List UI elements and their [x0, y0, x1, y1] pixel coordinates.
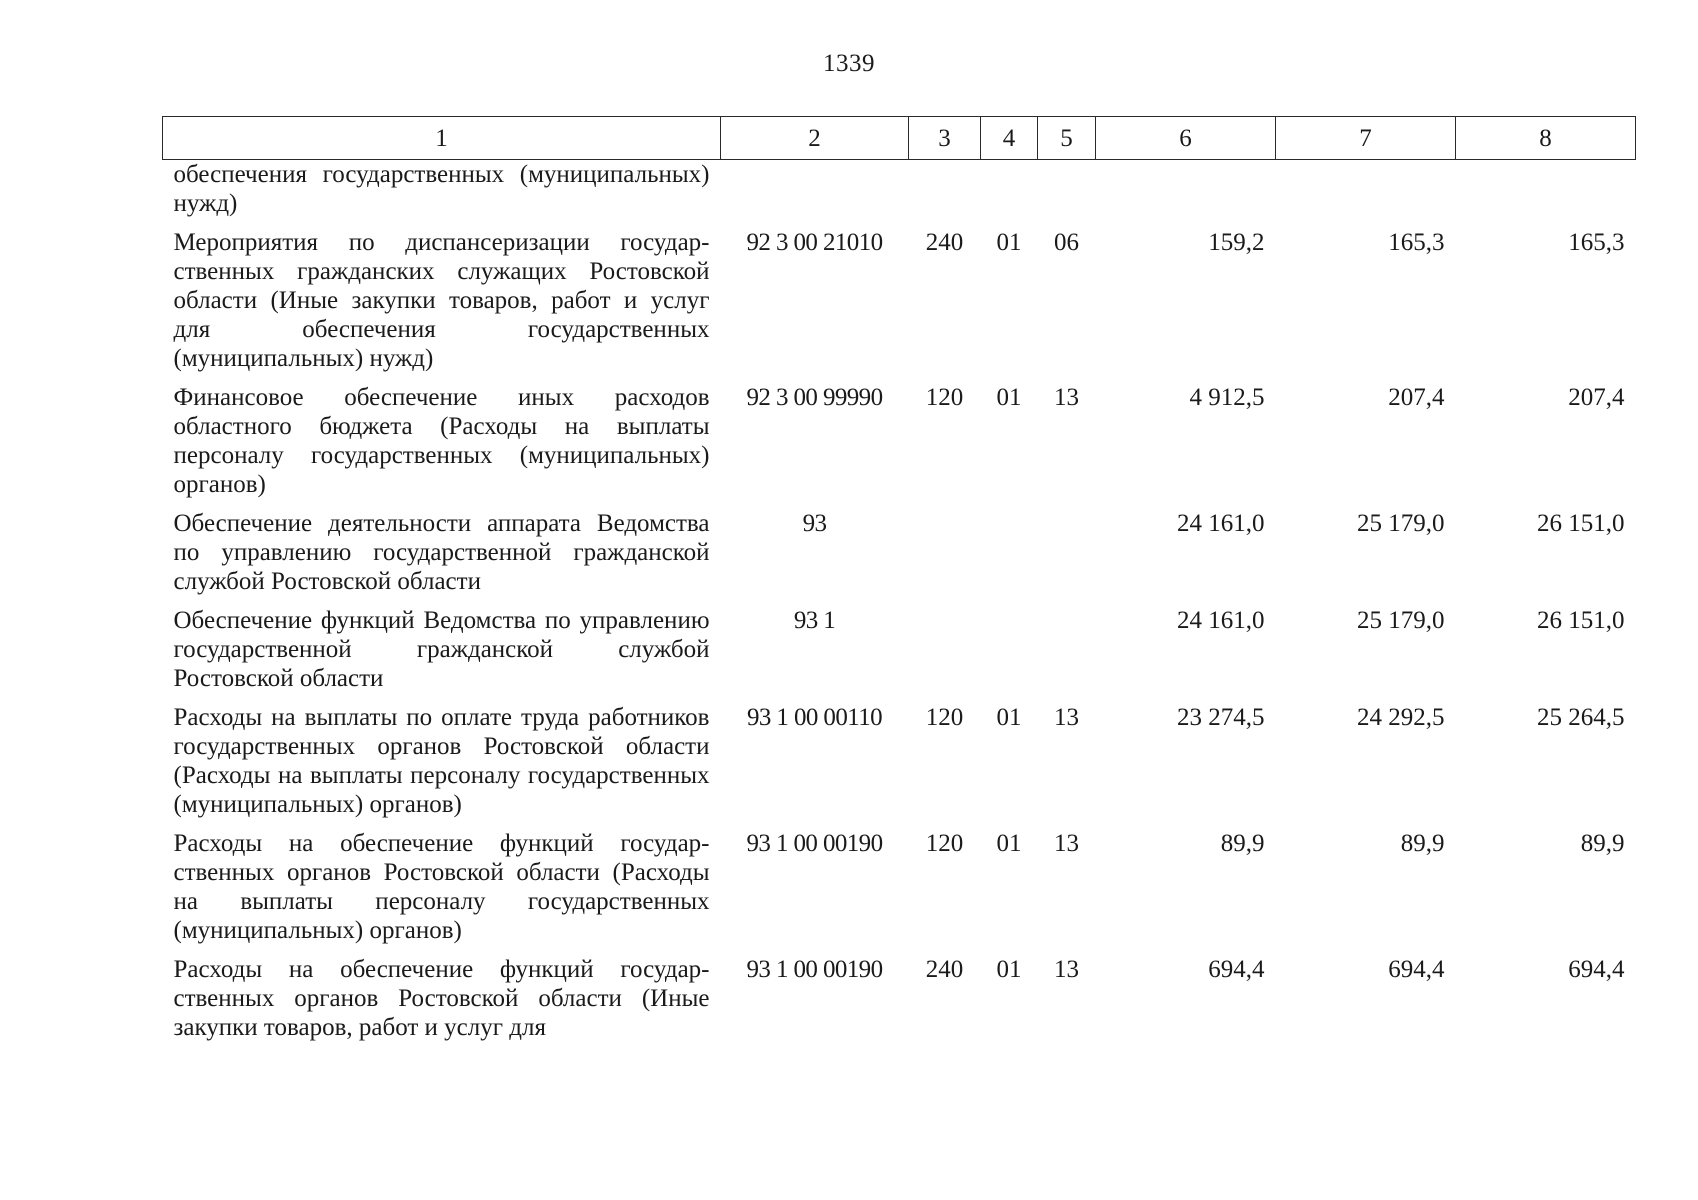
column-header-5: 5: [1038, 117, 1096, 160]
row-description: Обеспечение деятельности аппарата Ведомства по управлению государственной гражданской службой Ростовской области: [173, 510, 710, 595]
table-row: [163, 160, 1636, 229]
row-expense-type: 120: [925, 384, 964, 411]
column-header-2: 2: [721, 117, 909, 160]
row-description: Обеспечение функций Ведомства по управлению государственной гражданской службой Ростовской области: [173, 607, 710, 692]
row-description: Расходы на обеспечение функций государственных органов Ростовской области (Расходы на выплаты персоналу государственных (муниципальных) органов): [173, 830, 710, 944]
row-section: [981, 509, 1038, 606]
column-header-7: 7: [1276, 117, 1456, 160]
row-amount-year3: [1456, 160, 1636, 229]
row-code: 92 3 00 99990: [746, 384, 883, 411]
row-subsection: [1038, 606, 1096, 703]
table-row: [163, 509, 1636, 606]
row-amount-year1: 694,4: [1208, 956, 1265, 983]
row-description: Мероприятия по диспансеризации государственных гражданских служащих Ростовской области (Иные закупки товаров, работ и услуг для обеспечения государственных (муниципальных) нужд): [173, 229, 710, 372]
row-amount-year2: 89,9: [1400, 830, 1445, 857]
row-subsection: 13: [1054, 956, 1079, 983]
table-row: [163, 228, 1636, 383]
row-expense-type: 240: [925, 956, 964, 983]
row-amount-year1: 89,9: [1220, 830, 1265, 857]
row-code: 93 1 00 00190: [746, 830, 883, 857]
column-header-8: 8: [1456, 117, 1636, 160]
row-amount-year2: 694,4: [1388, 956, 1445, 983]
row-expense-type: [909, 160, 981, 229]
row-amount-year2: 207,4: [1388, 384, 1445, 411]
row-amount-year3: 694,4: [1568, 956, 1625, 983]
row-amount-year1: 159,2: [1208, 229, 1265, 256]
row-expense-type: [909, 509, 981, 606]
table-row: [163, 955, 1636, 1052]
row-amount-year1: [1096, 160, 1276, 229]
row-amount-year3: 89,9: [1580, 830, 1625, 857]
row-amount-year2: [1276, 160, 1456, 229]
table-row: [163, 703, 1636, 829]
row-code: [721, 160, 909, 229]
row-amount-year3: 165,3: [1568, 229, 1625, 256]
row-amount-year3: 25 264,5: [1537, 704, 1625, 731]
row-expense-type: [909, 606, 981, 703]
column-header-1: 1: [163, 117, 721, 160]
row-amount-year3: 207,4: [1568, 384, 1625, 411]
budget-table: [162, 116, 1636, 1052]
row-amount-year2: 25 179,0: [1357, 607, 1445, 634]
row-section: 01: [996, 830, 1022, 857]
row-subsection: 06: [1054, 229, 1079, 256]
row-section: 01: [996, 229, 1022, 256]
row-description: Расходы на обеспечение функций государственных органов Ростовской области (Иные закупки товаров, работ и услуг для: [173, 956, 710, 1041]
column-header-6: 6: [1096, 117, 1276, 160]
row-section: [981, 160, 1038, 229]
table-row: [163, 383, 1636, 509]
column-header-4: 4: [981, 117, 1038, 160]
row-expense-type: 120: [925, 704, 964, 731]
row-section: 01: [996, 704, 1022, 731]
table-row: [163, 829, 1636, 955]
row-amount-year3: 26 151,0: [1537, 607, 1625, 634]
row-subsection: 13: [1054, 384, 1079, 411]
row-description: Расходы на выплаты по оплате труда работников государственных органов Ростовской области (Расходы на выплаты персоналу государственных (муниципальных) органов): [173, 704, 710, 818]
page-number: 1339: [823, 50, 875, 77]
row-section: 01: [996, 956, 1022, 983]
row-subsection: [1038, 509, 1096, 606]
header-row: [163, 117, 1636, 160]
row-code: 92 3 00 21010: [746, 229, 883, 256]
row-subsection: 13: [1054, 704, 1079, 731]
row-amount-year1: 24 161,0: [1177, 607, 1265, 634]
row-amount-year2: 165,3: [1388, 229, 1445, 256]
row-code: 93 1 00 00110: [746, 704, 883, 731]
row-amount-year1: 24 161,0: [1177, 510, 1265, 537]
row-subsection: [1038, 160, 1096, 229]
column-header-3: 3: [909, 117, 981, 160]
row-amount-year3: 26 151,0: [1537, 510, 1625, 537]
row-section: 01: [996, 384, 1022, 411]
row-expense-type: 240: [925, 229, 964, 256]
row-code: 93 1 00 00190: [746, 956, 883, 983]
table-row: [163, 606, 1636, 703]
row-section: [981, 606, 1038, 703]
row-expense-type: 120: [925, 830, 964, 857]
row-code: 93 1: [793, 607, 836, 634]
row-subsection: 13: [1054, 830, 1079, 857]
row-amount-year1: 23 274,5: [1177, 704, 1265, 731]
row-amount-year2: 24 292,5: [1357, 704, 1445, 731]
row-amount-year2: 25 179,0: [1357, 510, 1445, 537]
row-code: 93: [802, 510, 827, 537]
row-amount-year1: 4 912,5: [1189, 384, 1265, 411]
row-description: обеспечения государственных (муниципальных) нужд): [173, 161, 710, 217]
row-description: Финансовое обеспечение иных расходов областного бюджета (Расходы на выплаты персоналу государственных (муниципальных) органов): [173, 384, 710, 498]
